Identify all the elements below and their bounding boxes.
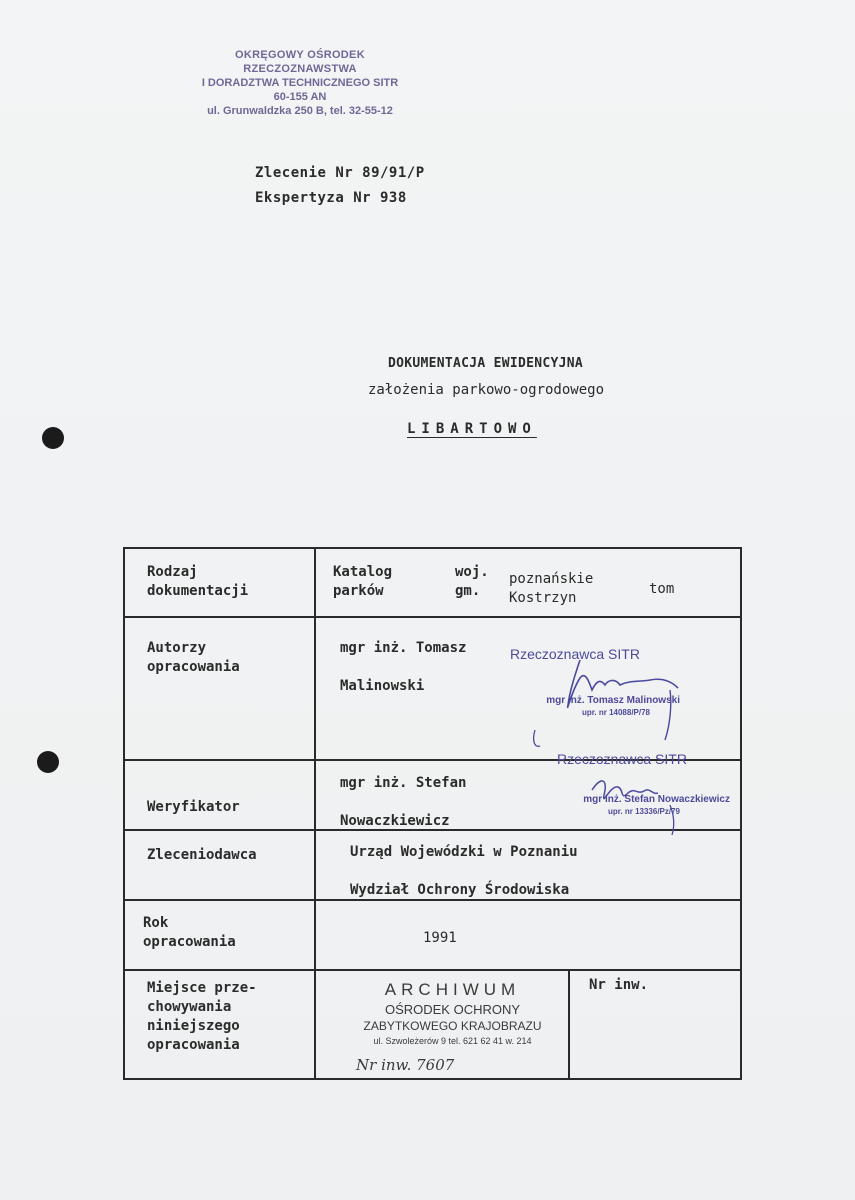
row-divider <box>125 616 740 618</box>
verifier-signature <box>580 765 700 840</box>
column-divider-inv <box>568 969 570 1080</box>
verifier-stamp-reg: upr. nr 13336/Pz/79 <box>607 807 680 816</box>
archive-stamp-line2: OŚRODEK OCHRONY <box>384 1002 521 1017</box>
order-number: Zlecenie Nr 89/91/P <box>255 165 425 181</box>
header-stamp-line1: OKRĘGOWY OŚRODEK RZECZOZNAWSTWA <box>235 49 365 75</box>
row-divider <box>125 969 740 971</box>
author-stamp-reg: upr. nr 14088/P/78 <box>581 708 650 717</box>
verifier-stamp-title: Rzeczoznawca SITR <box>557 751 687 767</box>
label-verifier: Weryfikator <box>147 799 240 815</box>
doc-subtitle: założenia parkowo-ogrodowego <box>368 382 605 398</box>
region-value: poznańskie Kostrzyn <box>509 571 594 606</box>
column-divider <box>314 549 316 1080</box>
archive-stamp-address: ul. Szwoleżerów 9 tel. 621 62 41 w. 214 <box>373 1036 532 1046</box>
verifier-stamp-name: mgr inż. Stefan Nowaczkiewicz <box>583 794 730 805</box>
label-storage: Miejsce prze- chowywania niniejszego opracowania <box>147 980 257 1053</box>
author-stamp-name: mgr inż. Tomasz Malinowski <box>546 695 680 706</box>
label-year: Rok opracowania <box>143 915 236 950</box>
header-stamp <box>185 48 415 118</box>
punch-hole-bottom <box>37 751 59 773</box>
punch-hole-top <box>42 427 64 449</box>
label-authors: Autorzy opracowania <box>147 640 240 675</box>
doc-title: DOKUMENTACJA EWIDENCYJNA <box>388 356 584 371</box>
authors-value: mgr inż. Tomasz Malinowski <box>340 640 467 694</box>
inv-label: Nr inw. <box>589 977 649 993</box>
handwritten-inventory-number: Nr inw. 7607 <box>356 1056 455 1074</box>
woj-gm-label: woj. gm. <box>455 564 489 599</box>
place-name: LIBARTOWO <box>407 421 537 437</box>
year-value: 1991 <box>423 930 457 946</box>
archive-stamp-line3: ZABYTKOWEGO KRAJOBRAZU <box>363 1019 542 1033</box>
client-value: Urząd Wojewódzki w Poznaniu Wydział Ochrony Środowiska <box>350 844 578 898</box>
expertise-number: Ekspertyza Nr 938 <box>255 190 407 206</box>
label-client: Zleceniodawca <box>147 847 257 863</box>
archive-stamp-title: ARCHIWUM <box>384 980 521 999</box>
header-stamp-line3: 60-155 AN <box>273 91 327 103</box>
header-stamp-line4: ul. Grunwaldzka 250 B, tel. 32-55-12 <box>207 105 393 117</box>
catalog-label: Katalog parków <box>333 564 393 599</box>
label-doc-type: Rodzaj dokumentacji <box>147 564 249 599</box>
tom-label: tom <box>649 581 675 597</box>
archive-stamp <box>340 980 565 1046</box>
author-stamp-title: Rzeczoznawca SITR <box>510 646 640 662</box>
header-stamp-line2: I DORADZTWA TECHNICZNEGO SITR <box>201 77 399 89</box>
author-signature <box>520 630 690 755</box>
verifier-value: mgr inż. Stefan Nowaczkiewicz <box>340 775 467 829</box>
